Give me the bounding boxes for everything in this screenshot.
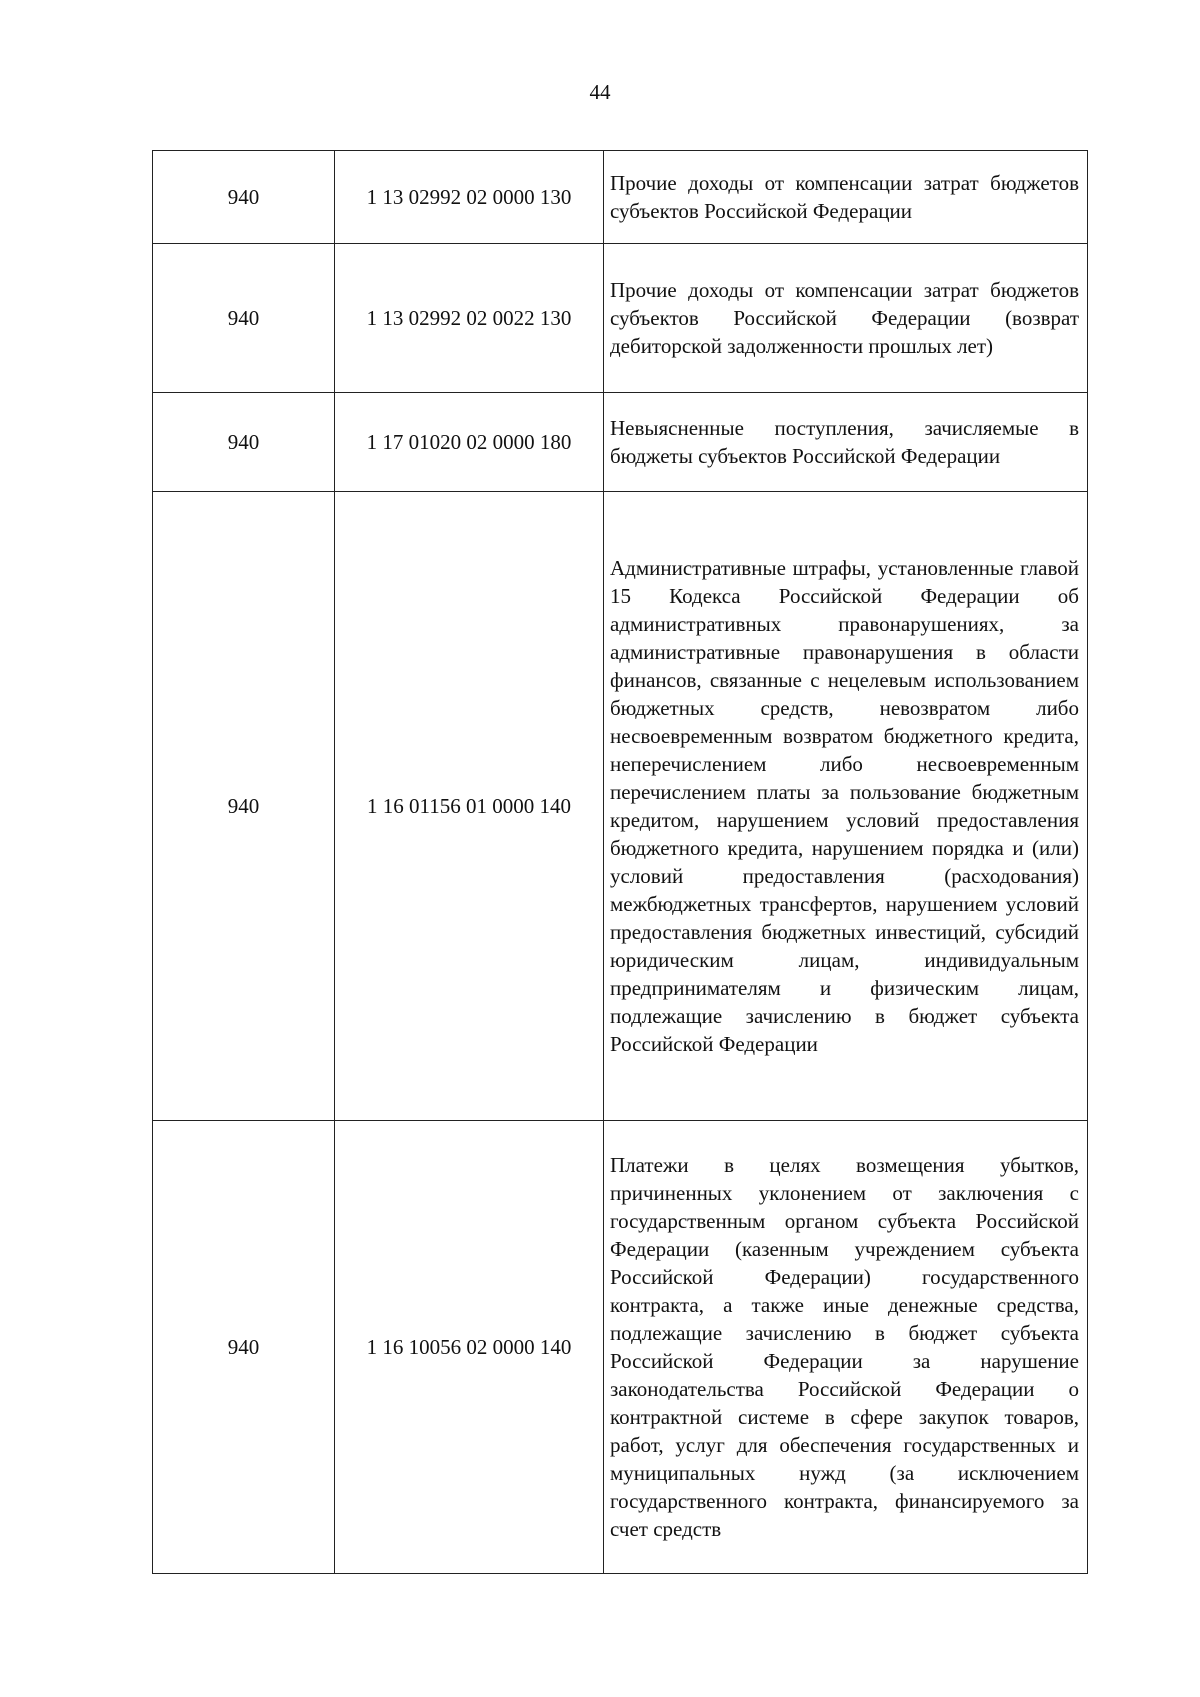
table-row [153,393,1088,492]
admin-code-cell: 940 [153,244,335,393]
budget-code-cell: 1 13 02992 02 0022 130 [335,244,604,393]
budget-classification-table [152,150,1088,1574]
income-name-text: Административные штрафы, установленные главой 15 Кодекса Российской Федерации об административных правонарушениях, за административные правонарушения в области финансов, связанные с нецелевым использованием бюджетных средств, невозвратом либо несвоевременным возвратом бюджетного кредита, неперечислением либо несвоевременным перечислением платы за пользование бюджетным кредитом, нарушением условий предоставления бюджетного кредита, нарушением порядка и (или) условий предоставления (расходования) межбюджетных трансфертов, нарушением условий предоставления бюджетных инвестиций, субсидий юридическим лицам, индивидуальным предпринимателям и физическим лицам, подлежащие зачислению в бюджет субъекта Российской Федерации [610,556,1079,1056]
table-row [153,1121,1088,1574]
budget-code-cell: 1 17 01020 02 0000 180 [335,393,604,492]
admin-code-cell: 940 [153,492,335,1121]
table-row [153,244,1088,393]
income-name-text: Невыясненные поступления, зачисляемые в бюджеты субъектов Российской Федерации [610,416,1079,468]
admin-code-cell: 940 [153,1121,335,1574]
budget-code-cell: 1 16 10056 02 0000 140 [335,1121,604,1574]
table-row [153,151,1088,244]
budget-code-cell: 1 16 01156 01 0000 140 [335,492,604,1121]
budget-code-cell: 1 13 02992 02 0000 130 [335,151,604,244]
income-name-cell [604,492,1088,1121]
income-name-cell [604,1121,1088,1574]
income-name-cell [604,393,1088,492]
admin-code-cell: 940 [153,151,335,244]
admin-code-cell: 940 [153,393,335,492]
income-name-cell [604,244,1088,393]
income-name-text: Прочие доходы от компенсации затрат бюджетов субъектов Российской Федерации [610,171,1079,223]
income-name-text: Прочие доходы от компенсации затрат бюджетов субъектов Российской Федерации (возврат дебиторской задолженности прошлых лет) [610,278,1079,358]
income-name-text: Платежи в целях возмещения убытков, причиненных уклонением от заключения с государственным органом субъекта Российской Федерации (казенным учреждением субъекта Российской Федерации) государственного контракта, а также иные денежные средства, подлежащие зачислению в бюджет субъекта Российской Федерации за нарушение законодательства Российской Федерации о контрактной системе в сфере закупок товаров, работ, услуг для обеспечения государственных и муниципальных нужд (за исключением государственного контракта, финансируемого за счет средств [610,1153,1079,1541]
income-name-cell [604,151,1088,244]
table-row [153,492,1088,1121]
page-number: 44 [589,80,611,104]
